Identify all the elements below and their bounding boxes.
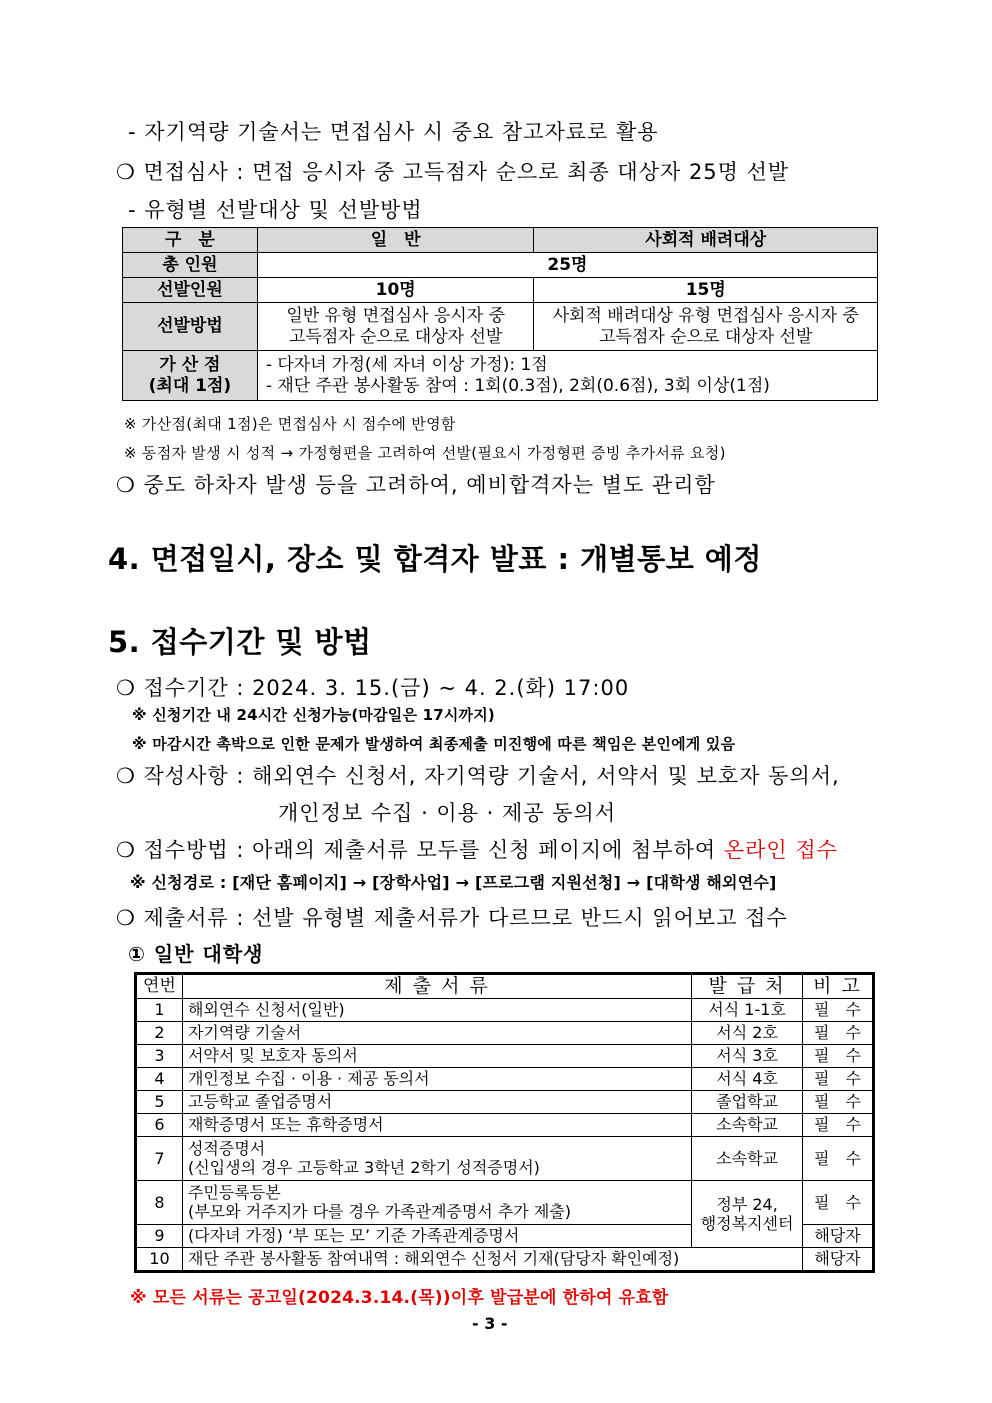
row-note: 해당자 [803, 1224, 873, 1247]
table-row [137, 1067, 873, 1090]
row-note: 필 수 [803, 1136, 873, 1180]
total-label: 총 인원 [123, 253, 258, 278]
page-number: - 3 - [472, 1314, 508, 1333]
header-general: 일 반 [257, 228, 534, 253]
bonus-note: ※ 가산점(최대 1점)은 면접심사 시 점수에 반영함 [124, 415, 456, 433]
table-row [137, 998, 873, 1021]
total-value: 25명 [257, 253, 877, 278]
row-no: 2 [137, 1021, 183, 1044]
method-general-line1: 일반 유형 면접심사 응시자 중 [286, 306, 505, 327]
row-doc [182, 1180, 691, 1224]
section4-title: 4. 면접일시, 장소 및 합격자 발표 : 개별통보 예정 [108, 542, 762, 576]
row-no: 4 [137, 1067, 183, 1090]
row-doc: 서약서 및 보호자 동의서 [182, 1044, 691, 1067]
row-issuer: 소속학교 [692, 1136, 803, 1180]
row-issuer: 졸업학교 [692, 1090, 803, 1113]
table-row [137, 1136, 873, 1180]
row-issuer: 서식 4호 [692, 1067, 803, 1090]
bonus-label [123, 351, 258, 401]
row-doc: 재학증명서 또는 휴학증명서 [182, 1113, 691, 1136]
reserve-line: ❍ 중도 하차자 발생 등을 고려하여, 예비합격자는 별도 관리함 [116, 473, 716, 497]
col-header-note: 비 고 [803, 975, 873, 999]
bonus-line2: - 재단 주관 봉사활동 참여 : 1회(0.3점), 2회(0.6점), 3회 이상(1점) [265, 375, 770, 396]
docs-line: ❍ 제출서류 : 선발 유형별 제출서류가 다르므로 반드시 읽어보고 접수 [116, 906, 788, 930]
row-doc: 해외연수 신청서(일반) [182, 998, 691, 1021]
method-general-line2: 고득점자 순으로 대상자 선발 [289, 326, 503, 347]
row-issuer-line2: 행정복지센터 [700, 1213, 794, 1233]
bonus-details [257, 351, 877, 401]
row-no: 5 [137, 1090, 183, 1113]
row-no: 9 [137, 1224, 183, 1247]
row-no: 6 [137, 1113, 183, 1136]
row-doc-main: 주민등록등본 [187, 1183, 281, 1203]
count-general: 10명 [257, 278, 534, 303]
self-intro-note: - 자기역량 기술서는 면접심사 시 중요 참고자료로 활용 [128, 120, 659, 144]
method-label: 선발방법 [123, 303, 258, 351]
period-line: ❍ 접수기간 : 2024. 3. 15.(금) ~ 4. 2.(화) 17:00 [116, 676, 630, 700]
row-doc: 개인정보 수집 · 이용 · 제공 동의서 [182, 1067, 691, 1090]
row-doc-main: 성적증명서 [187, 1139, 266, 1159]
method-line [116, 834, 838, 864]
table-row [137, 1180, 873, 1224]
row-issuer: 소속학교 [692, 1113, 803, 1136]
row-no: 1 [137, 998, 183, 1021]
method-social-line1: 사회적 배려대상 유형 면접심사 응시자 중 [552, 306, 859, 327]
col-header-no: 연번 [137, 975, 183, 999]
row-note: 필 수 [803, 1180, 873, 1224]
row-note: 필 수 [803, 1044, 873, 1067]
interview-line: ❍ 면접심사 : 면접 응시자 중 고득점자 순으로 최종 대상자 25명 선발 [116, 160, 790, 184]
row-no: 8 [137, 1180, 183, 1224]
header-category: 구 분 [123, 228, 258, 253]
row-no: 10 [137, 1247, 183, 1270]
row-doc [182, 1136, 691, 1180]
route-line: ※ 신청경로 : [재단 홈페이지] → [장학사업] → [프로그램 지원선청] → [대학생 해외연수] [130, 873, 777, 892]
tie-note: ※ 동점자 발생 시 성적 → 가정형편을 고려하여 선발(필요시 가정형편 증빙 추가서류 요청) [124, 444, 726, 462]
bonus-label-line2: (최대 1점) [148, 375, 232, 396]
method-prefix: ❍ 접수방법 : 아래의 제출서류 모두를 신청 페이지에 첨부하여 [116, 838, 724, 862]
validity-note: ※ 모든 서류는 공고일(2024.3.14.(목))이후 발급분에 한하여 유효함 [130, 1288, 669, 1308]
table-row [137, 1247, 873, 1270]
row-note: 필 수 [803, 1090, 873, 1113]
method-online-label: 온라인 접수 [723, 838, 838, 862]
row-doc-sub: (신입생의 경우 고등학교 3학년 2학기 성적증명서) [187, 1158, 540, 1178]
write-items-line1: ❍ 작성사항 : 해외연수 신청서, 자기역량 기술서, 서약서 및 보호자 동의서, [116, 764, 840, 788]
row-issuer: 서식 3호 [692, 1044, 803, 1067]
col-header-doc: 제 출 서 류 [182, 975, 691, 999]
table-row [137, 1044, 873, 1067]
method-social-line2: 고득점자 순으로 대상자 선발 [599, 326, 813, 347]
method-social [534, 303, 878, 351]
row-no: 7 [137, 1136, 183, 1180]
row-note: 필 수 [803, 1113, 873, 1136]
row-doc-sub: (부모와 거주지가 다를 경우 가족관계증명서 추가 제출) [187, 1202, 572, 1222]
method-general [257, 303, 534, 351]
row-note: 필 수 [803, 1021, 873, 1044]
general-heading: ① 일반 대학생 [128, 942, 264, 966]
row-doc: (다자녀 가정) ‘부 또는 모’ 기준 가족관계증명서 [182, 1224, 691, 1247]
selection-table [122, 227, 878, 401]
header-social: 사회적 배려대상 [534, 228, 878, 253]
table-row [137, 1090, 873, 1113]
row-note: 해당자 [803, 1247, 873, 1270]
row-no: 3 [137, 1044, 183, 1067]
row-doc: 재단 주관 봉사활동 참여내역 : 해외연수 신청서 기재(담당자 확인예정) [182, 1247, 802, 1270]
documents-table [136, 974, 873, 1271]
bonus-line1: - 다자녀 가정(세 자녀 이상 가정): 1점 [265, 355, 548, 376]
table-row [137, 1021, 873, 1044]
row-issuer-line1: 정부 24, [716, 1194, 778, 1214]
col-header-issuer: 발 급 처 [692, 975, 803, 999]
row-issuer: 서식 2호 [692, 1021, 803, 1044]
row-note: 필 수 [803, 1067, 873, 1090]
count-social: 15명 [534, 278, 878, 303]
row-doc: 자기역량 기술서 [182, 1021, 691, 1044]
row-doc: 고등학교 졸업증명서 [182, 1090, 691, 1113]
count-label: 선발인원 [123, 278, 258, 303]
write-items-line2: 개인정보 수집 · 이용 · 제공 동의서 [278, 801, 617, 825]
bonus-label-line1: 가 산 점 [159, 355, 221, 376]
period-note-2: ※ 마감시간 촉박으로 인한 문제가 발생하여 최종제출 미진행에 따른 책임은 본인에게 있음 [132, 735, 736, 753]
table-row [137, 1113, 873, 1136]
row-note: 필 수 [803, 998, 873, 1021]
period-note-1: ※ 신청기간 내 24시간 신청가능(마감일은 17시까지) [132, 706, 495, 724]
type-method-line: - 유형별 선발대상 및 선발방법 [128, 198, 423, 222]
row-issuer [692, 1180, 803, 1247]
row-issuer: 서식 1-1호 [692, 998, 803, 1021]
section5-title: 5. 접수기간 및 방법 [108, 625, 372, 659]
